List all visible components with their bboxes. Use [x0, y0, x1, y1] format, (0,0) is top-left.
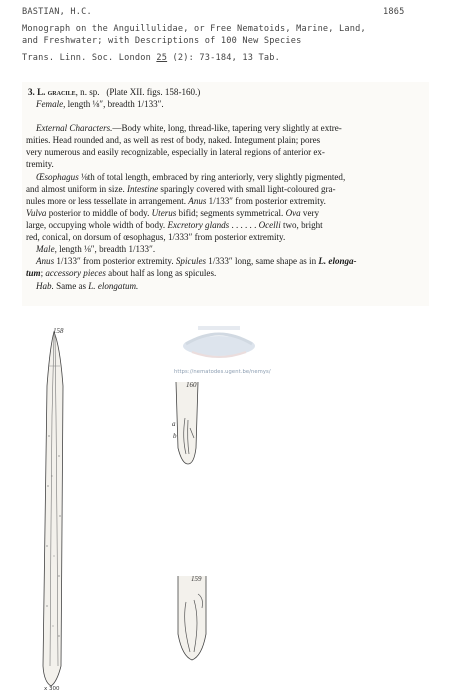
figure-159-drawing — [170, 572, 216, 664]
oeso-line-4: Vulva posterior to middle of body. Uterus bifid; segments symmetrical. Ova very — [26, 208, 319, 218]
ext-line-4: tremity. — [26, 159, 54, 169]
watermark-url: https://nematodes.ugent.be/nemys/ — [174, 369, 271, 375]
oeso-line-2: and almost uniform in size. Intestine sparingly covered with small light-coloured gra- — [26, 184, 336, 194]
author: BASTIAN, H.C. — [22, 7, 92, 17]
publication-year: 1865 — [383, 7, 405, 17]
male-line-1: Anus 1/133″ from posterior extremity. Spicules 1/333″ long, same shape as in L. elonga- — [36, 256, 357, 266]
title-line-1: Monograph on the Anguillulidae, or Free Nematoids, Marine, Land, — [22, 24, 366, 34]
ext-line-1: External Characters.—Body white, long, thread-like, tapering very slightly at extre- — [36, 123, 342, 133]
citation-volume: 25 — [156, 53, 168, 63]
oeso-line-1: Œsophagus ⅛th of total length, embraced by ring anteriorly, very slightly pigmented, — [36, 172, 346, 182]
figure-160-sub-b: b — [173, 432, 177, 440]
figure-160-label: 160 — [186, 381, 197, 389]
ext-line-2: mities. Head rounded and, as well as rest of body, naked. Integument plain; pores — [26, 135, 321, 145]
figure-159-label: 159 — [191, 575, 202, 583]
oeso-line-3: nules more or less tessellate in arrangement. Anus 1/133″ from posterior extremity. — [26, 196, 326, 206]
species-heading: 3. L. gracile, n. sp. (Plate XII. figs. 158-160.) — [28, 87, 201, 97]
figure-158-label: 158 — [53, 327, 64, 335]
author-line — [22, 7, 92, 17]
oeso-line-5: large, occupying whole width of body. Excretory glands . . . . . . Ocelli two, bright — [26, 220, 323, 230]
oeso-line-6: red, conical, on dorsum of œsophagus, 1/333″ from posterior extremity. — [26, 232, 286, 242]
scale-label: x 300 — [44, 686, 60, 692]
habitat-line: Hab. Same as L. elongatum. — [36, 281, 139, 291]
female-dimensions: Female, length ⅛″, breadth 1/133″. — [36, 99, 164, 109]
male-line-2: tum; accessory pieces about half as long as spicules. — [26, 268, 217, 278]
plate-reference: (Plate XII. figs. 158-160.) — [106, 87, 201, 97]
figure-160-sub-a: a — [172, 420, 176, 428]
nemys-watermark-logo — [178, 318, 260, 368]
male-dimensions: Male, length ⅛″, breadth 1/133″. — [36, 244, 156, 254]
title-line-2: and Freshwater; with Descriptions of 100 New Species — [22, 36, 302, 46]
species-name: L. gracile — [37, 87, 76, 97]
citation: Trans. Linn. Soc. London 25 (2): 73-184, 13 Tab. — [22, 53, 280, 63]
ext-line-3: very numerous and easily recognizable, especially in lateral regions of anterior ex- — [26, 147, 325, 157]
figure-158-drawing — [30, 326, 78, 688]
